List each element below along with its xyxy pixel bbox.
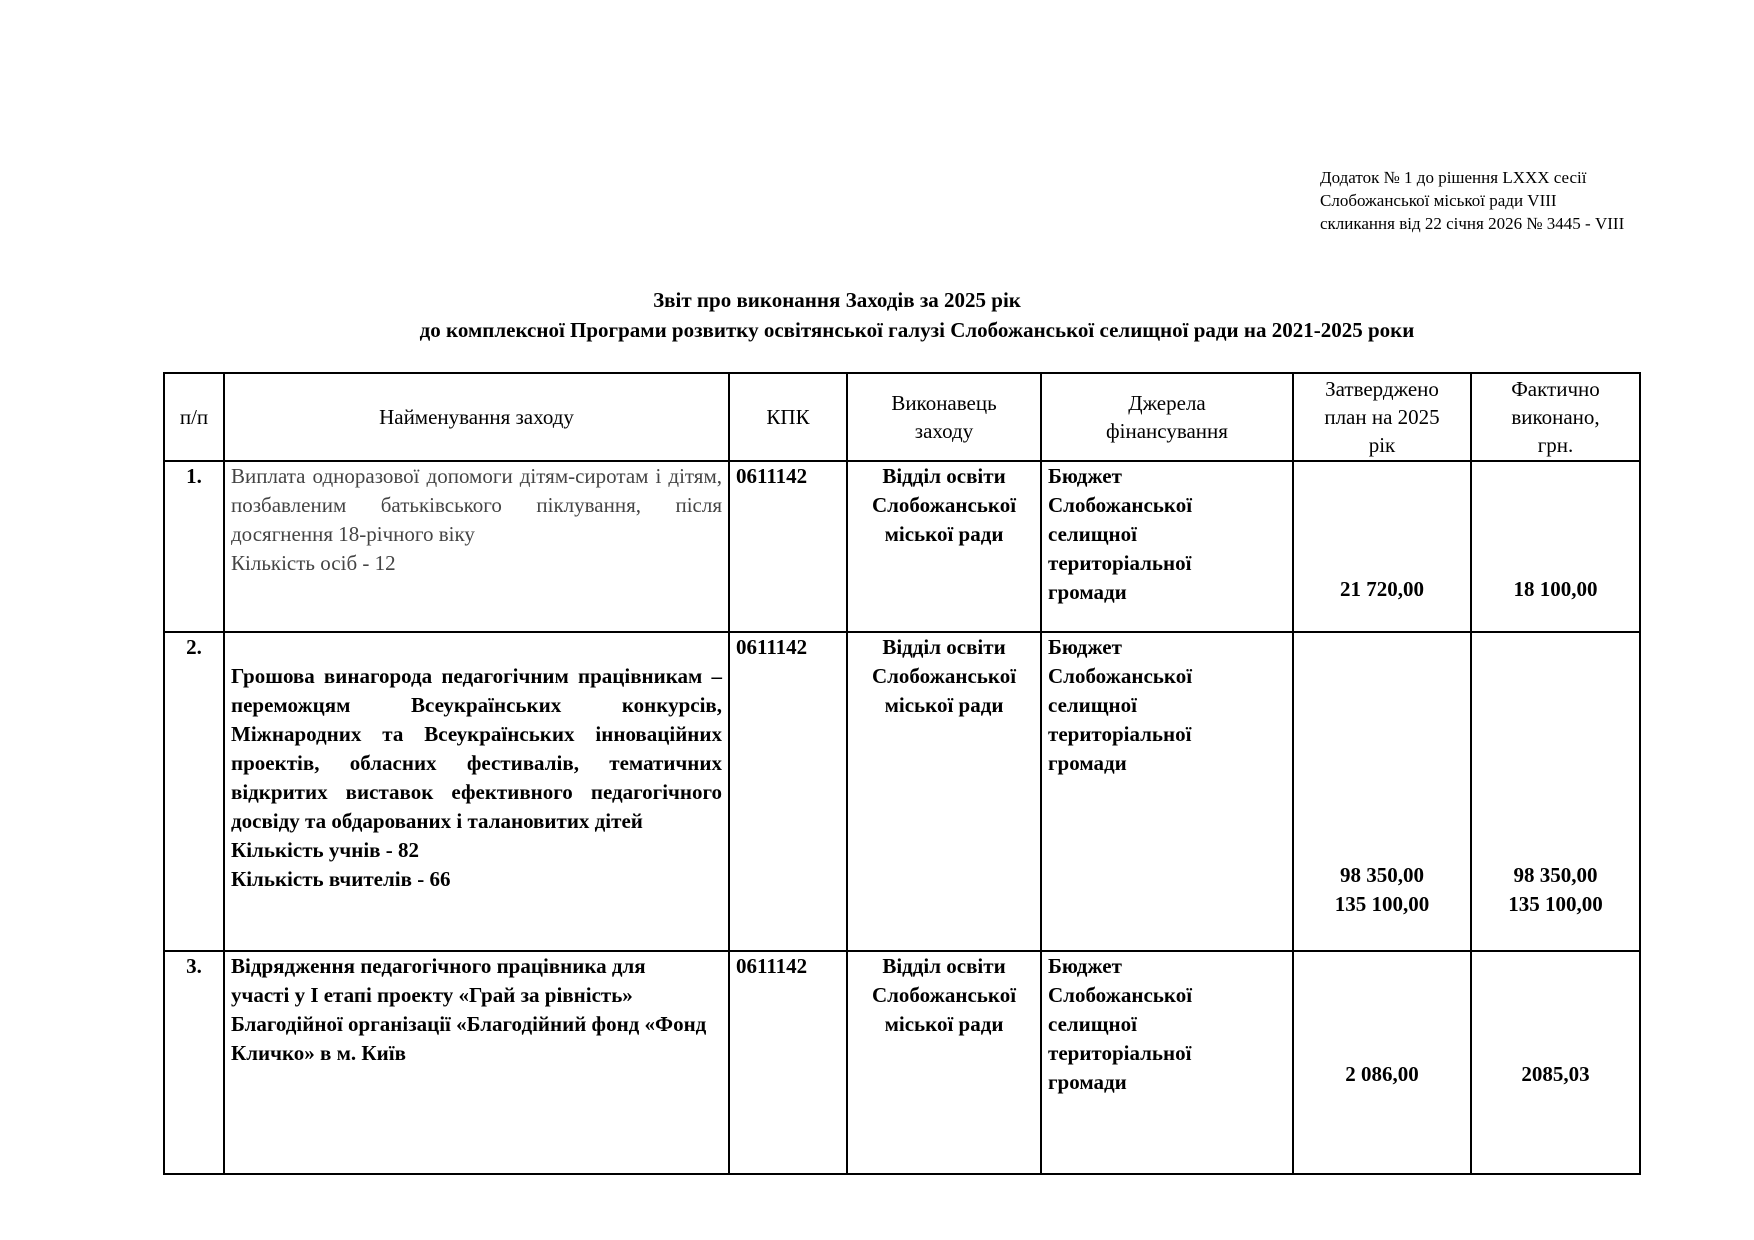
row-actual: 18 100,00 bbox=[1471, 461, 1640, 632]
actual-amount: 135 100,00 bbox=[1508, 892, 1603, 916]
row-name: Відрядження педагогічного працівника для участі у І етапі проекту «Грай за рівність» Благодійної організації «Благодійний фонд «Фонд Кличко» в м. Київ bbox=[224, 951, 729, 1174]
report-title: Звіт про виконання Заходів за 2025 рік bbox=[653, 288, 1021, 312]
row-kpk: 0611142 bbox=[729, 951, 847, 1174]
measure-count-students: Кількість учнів - 82 bbox=[231, 838, 419, 862]
actual-amount: 98 350,00 bbox=[1513, 863, 1598, 887]
row-source: Бюджет Слобожанської селищної територіальної громади bbox=[1041, 951, 1293, 1174]
row-planned bbox=[1293, 632, 1471, 951]
planned-amount: 98 350,00 bbox=[1340, 863, 1424, 887]
table-row bbox=[164, 632, 1640, 951]
row-actual: 2085,03 bbox=[1471, 951, 1640, 1174]
row-planned: 2 086,00 bbox=[1293, 951, 1471, 1174]
header-name: Найменування заходу bbox=[224, 373, 729, 461]
row-planned: 21 720,00 bbox=[1293, 461, 1471, 632]
row-num: 2. bbox=[164, 632, 224, 951]
table-row bbox=[164, 951, 1640, 1174]
row-kpk: 0611142 bbox=[729, 632, 847, 951]
annex-line: скликання від 22 січня 2026 № 3445 - VIII bbox=[1320, 214, 1625, 233]
table-header-row bbox=[164, 373, 1640, 461]
row-executor: Відділ освіти Слобожанської міської ради bbox=[847, 632, 1041, 951]
row-name bbox=[224, 632, 729, 951]
header-num: п/п bbox=[164, 373, 224, 461]
row-source: Бюджет Слобожанської селищної територіальної громади bbox=[1041, 461, 1293, 632]
measure-name: Грошова винагорода педагогічним працівникам – переможцям Всеукраїнських конкурсів, Міжнародних та Всеукраїнських інноваційних проектів, обласних фестивалів, тематичних відкритих виставок ефективного педагогічного досвіду та обдарованих і талановитих дітей bbox=[231, 664, 722, 833]
row-executor: Відділ освіти Слобожанської міської ради bbox=[847, 461, 1041, 632]
annex-line: Додаток № 1 до рішення LXXX сесії bbox=[1320, 168, 1587, 187]
row-name bbox=[224, 461, 729, 632]
table-row bbox=[164, 461, 1640, 632]
row-num: 3. bbox=[164, 951, 224, 1174]
row-executor: Відділ освіти Слобожанської міської ради bbox=[847, 951, 1041, 1174]
report-subtitle: до комплексної Програми розвитку освітянської галузі Слобожанської селищної ради на 2021-2025 роки bbox=[419, 318, 1415, 342]
row-actual bbox=[1471, 632, 1640, 951]
row-kpk: 0611142 bbox=[729, 461, 847, 632]
measures-table bbox=[163, 372, 1641, 1175]
planned-amount: 135 100,00 bbox=[1334, 892, 1430, 916]
annex-reference bbox=[1320, 166, 1624, 235]
measure-count: Кількість осіб - 12 bbox=[231, 551, 396, 575]
row-source: Бюджет Слобожанської селищної територіальної громади bbox=[1041, 632, 1293, 951]
header-planned: Затверджено план на 2025 рік bbox=[1293, 373, 1471, 461]
annex-line: Слобожанської міської ради VIII bbox=[1320, 191, 1557, 210]
row-num: 1. bbox=[164, 461, 224, 632]
measure-count-teachers: Кількість вчителів - 66 bbox=[231, 867, 451, 891]
header-kpk: КПК bbox=[729, 373, 847, 461]
measure-name: Виплата одноразової допомоги дітям-сиротам і дітям, позбавленим батьківського піклування, після досягнення 18-річного віку bbox=[231, 464, 722, 546]
spacer bbox=[231, 633, 722, 662]
header-executor: Виконавець заходу bbox=[847, 373, 1041, 461]
header-source: Джерела фінансування bbox=[1041, 373, 1293, 461]
header-actual: Фактично виконано, грн. bbox=[1471, 373, 1640, 461]
